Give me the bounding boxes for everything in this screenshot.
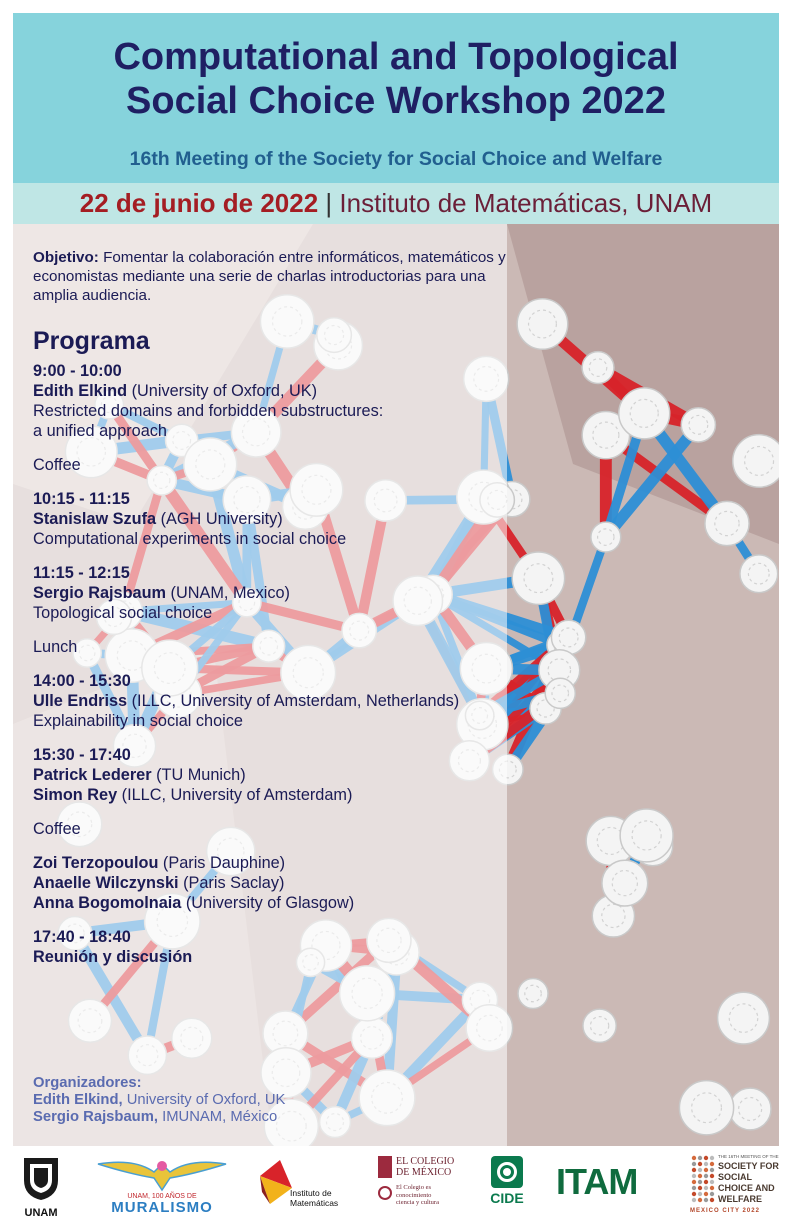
speaker-affiliation: (AGH University) [156, 510, 283, 528]
session-time: 10:15 - 11:15 [33, 490, 130, 508]
session-time: 9:00 - 10:00 [33, 362, 122, 380]
organizers [33, 1075, 285, 1126]
speaker [33, 765, 513, 785]
coffee-break-1: Coffee [33, 456, 81, 474]
unam-shield-icon [18, 1154, 64, 1202]
organizer-name: Sergio Rajsbaum, [33, 1109, 158, 1125]
speaker [33, 381, 513, 401]
event-date: 22 de junio de 2022 [79, 188, 319, 218]
sscw-dots-icon [690, 1154, 716, 1204]
sscw-logo [690, 1154, 780, 1220]
muralismo-label: MURALISMO [111, 1199, 213, 1216]
objective [33, 248, 513, 305]
colmex-label-1: EL COLEGIO [396, 1156, 455, 1167]
sscw-label-6: MEXICO CITY 2022 [690, 1208, 760, 1214]
speaker-affiliation: (University of Oxford, UK) [127, 382, 318, 400]
colmex-label-3: El Colegio es [396, 1184, 432, 1191]
session-5 [33, 745, 513, 805]
session-time: 17:40 - 18:40 [33, 928, 131, 946]
speaker-affiliation: (ILLC, University of Amsterdam) [117, 786, 353, 804]
speaker [33, 893, 513, 913]
colmex-label-5: ciencia y cultura [396, 1199, 439, 1206]
colmex-label-2: DE MÉXICO [396, 1167, 452, 1178]
sscw-label-1: THE 16TH MEETING OF THE [718, 1154, 779, 1159]
speaker [33, 853, 513, 873]
speaker-affiliation: (Paris Dauphine) [158, 854, 286, 872]
separator: | [325, 188, 333, 218]
sscw-label-5: WELFARE [718, 1194, 762, 1204]
coffee-break-2: Coffee [33, 820, 81, 838]
lunch-break: Lunch [33, 638, 78, 656]
session-1 [33, 361, 513, 441]
muralismo-figure-icon [94, 1156, 230, 1192]
muralismo-top-label: UNAM, 100 AÑOS DE [127, 1193, 197, 1200]
muralismo-logo [94, 1156, 230, 1218]
speaker [33, 509, 513, 529]
speaker-affiliation: (TU Munich) [151, 766, 246, 784]
event-venue: Instituto de Matemáticas, UNAM [339, 188, 713, 218]
session-3 [33, 563, 513, 623]
talk-title: Restricted domains and forbidden substructures: [33, 402, 384, 420]
speaker-affiliation: (UNAM, Mexico) [166, 584, 290, 602]
speaker-affiliation: (University of Glasgow) [181, 894, 355, 912]
cide-logo [487, 1156, 527, 1218]
im-label-1: Instituto de [290, 1188, 332, 1198]
header-banner [13, 13, 779, 183]
speaker-affiliation: (Paris Saclay) [178, 874, 285, 892]
session-time: 14:00 - 15:30 [33, 672, 131, 690]
date-venue-band [13, 183, 779, 224]
organizers-heading: Organizadores: [33, 1075, 142, 1091]
session-title: Reunión y discusión [33, 948, 193, 966]
sscw-label-2: SOCIETY FOR [718, 1161, 779, 1171]
im-label-2: Matemáticas [290, 1198, 339, 1208]
itam-label: ITAM [556, 1161, 638, 1202]
speaker-name: Simon Rey [33, 786, 118, 804]
session-time: 11:15 - 12:15 [33, 564, 130, 582]
colmex-label-4: conocimiento [396, 1191, 432, 1199]
objective-label: Objetivo: [33, 249, 99, 266]
speaker [33, 583, 513, 603]
organizer-affiliation: IMUNAM, México [158, 1109, 278, 1125]
organizer [33, 1092, 285, 1109]
instituto-matematicas-logo [256, 1158, 352, 1218]
session-4 [33, 671, 513, 731]
program-content [33, 248, 513, 981]
speaker-name: Ulle Endriss [33, 692, 128, 710]
colmex-logo [378, 1156, 470, 1218]
unam-label: UNAM [24, 1207, 58, 1219]
speaker [33, 785, 513, 805]
workshop-title [13, 35, 779, 123]
speaker-affiliation: (ILLC, University of Amsterdam, Netherlands) [127, 692, 460, 710]
speaker [33, 873, 513, 893]
speaker-name: Anaelle Wilczynski [33, 874, 179, 892]
speaker-name: Sergio Rajsbaum [33, 584, 167, 602]
meeting-subtitle: 16th Meeting of the Society for Social Choice and Welfare [129, 148, 663, 170]
title-line-2: Social Choice Workshop 2022 [126, 80, 666, 122]
speaker-name: Edith Elkind [33, 382, 128, 400]
talk-title-cont: a unified approach [33, 422, 167, 440]
sscw-label-3: SOCIAL [718, 1172, 753, 1182]
cide-label: CIDE [490, 1190, 524, 1206]
talk-title: Computational experiments in social choice [33, 530, 347, 548]
speaker-name: Anna Bogomolnaia [33, 894, 182, 912]
colmex-knot-icon [378, 1186, 392, 1200]
speaker-name: Patrick Lederer [33, 766, 152, 784]
talk-title: Explainability in social choice [33, 712, 243, 730]
session-2 [33, 489, 513, 549]
sscw-label-4: CHOICE AND [718, 1183, 775, 1193]
colmex-emblem-icon [378, 1156, 392, 1178]
session-6 [33, 853, 513, 913]
organizer-name: Edith Elkind, [33, 1092, 123, 1108]
cide-spiral-icon [491, 1156, 523, 1188]
session-7 [33, 927, 513, 967]
title-line-1: Computational and Topological [113, 36, 679, 78]
session-time: 15:30 - 17:40 [33, 746, 131, 764]
organizer-affiliation: University of Oxford, UK [122, 1092, 286, 1108]
speaker-name: Zoi Terzopoulou [33, 854, 159, 872]
organizer [33, 1109, 285, 1126]
objective-text: Fomentar la colaboración entre informáticos, matemáticos y economistas mediante una serie de charlas introductorias para una amplia audiencia. [33, 249, 506, 304]
itam-logo [556, 1162, 658, 1202]
speaker [33, 691, 513, 711]
talk-title: Topological social choice [33, 604, 213, 622]
sponsor-logos [0, 1146, 792, 1224]
program-heading: Programa [33, 327, 150, 355]
unam-logo [18, 1154, 64, 1220]
speaker-name: Stanislaw Szufa [33, 510, 157, 528]
